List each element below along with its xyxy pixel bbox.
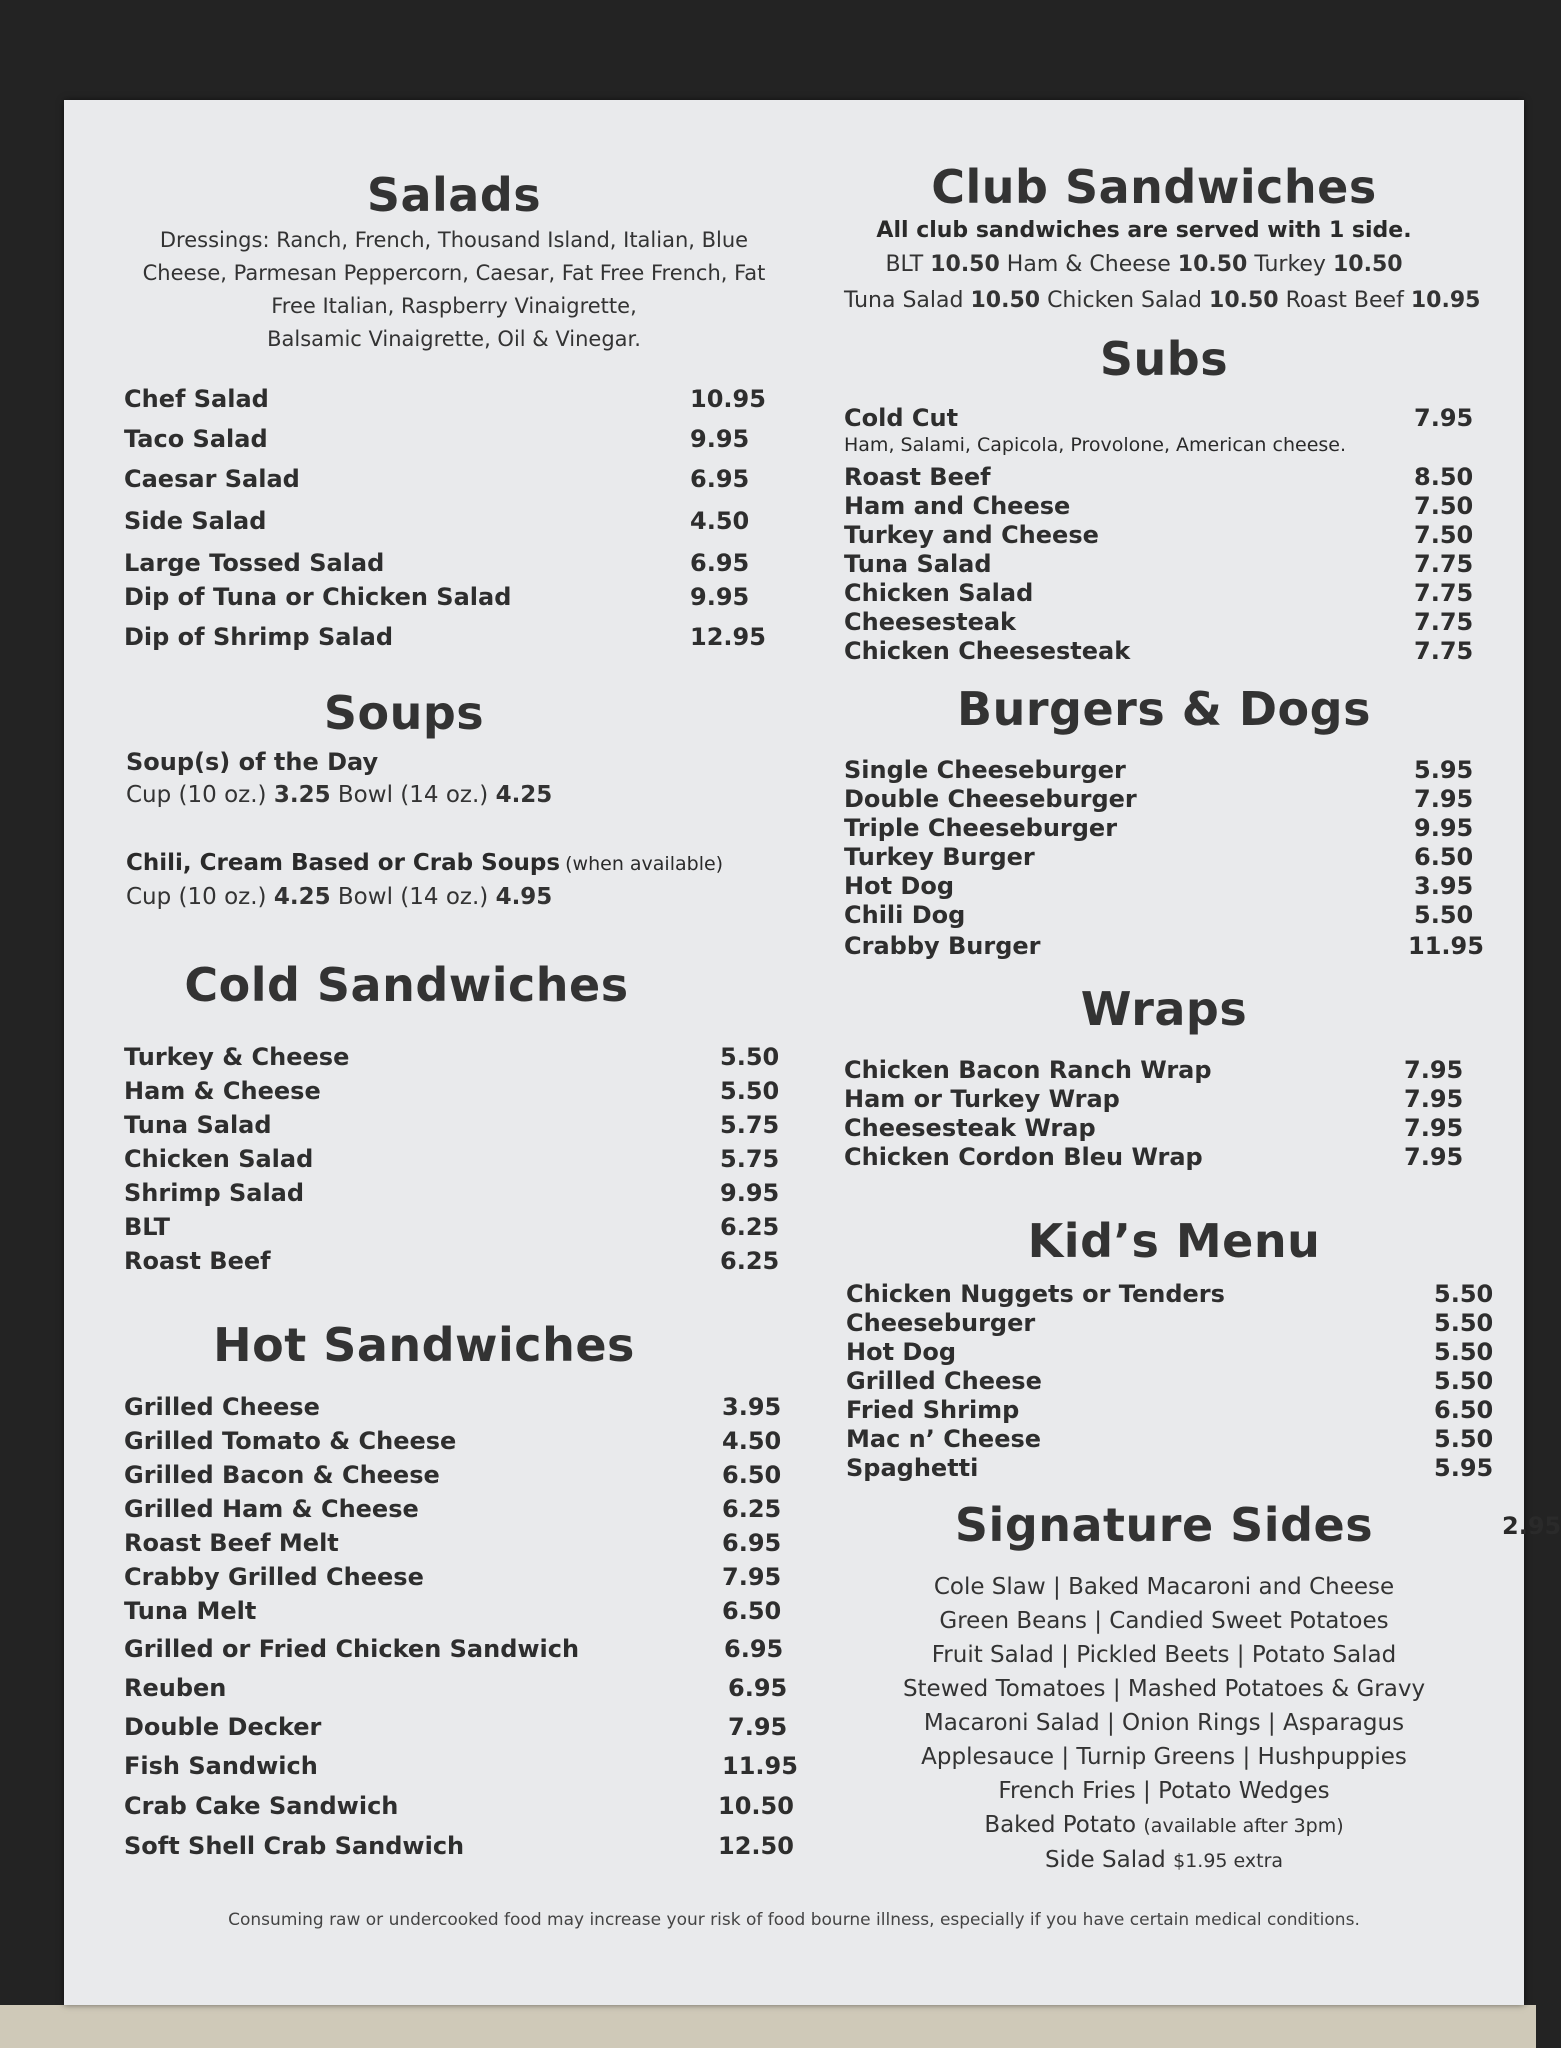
list-item — [846, 1454, 1506, 1483]
list-item — [124, 1213, 784, 1247]
item-price: 6.95 — [690, 465, 750, 493]
list-item — [844, 1085, 1484, 1114]
item-price: 7.75 — [1414, 550, 1474, 578]
item-price: 5.95 — [1434, 1454, 1494, 1482]
cold-sandwiches-list — [124, 1043, 784, 1281]
soup-of-day-prices — [126, 782, 826, 850]
list-item — [124, 1393, 824, 1427]
item-name: Tuna Salad — [844, 288, 964, 313]
item-price: 8.50 — [1414, 463, 1474, 491]
dressings-line: Balsamic Vinaigrette, Oil & Vinegar. — [267, 327, 641, 351]
item-name: Large Tossed Salad — [124, 549, 385, 577]
list-item — [844, 785, 1484, 814]
item-price: 5.50 — [1434, 1425, 1494, 1453]
item-name: Taco Salad — [124, 425, 268, 453]
item-price: 5.50 — [720, 1043, 780, 1071]
item-name: Roast Beef — [1285, 288, 1404, 313]
dressings-line: Cheese, Parmesan Peppercorn, Caesar, Fat Free French, Fat — [142, 261, 766, 285]
item-price: 7.95 — [722, 1563, 782, 1591]
list-item — [844, 404, 1484, 434]
item-name: Reuben — [124, 1674, 227, 1702]
item-price: 9.95 — [720, 1179, 780, 1207]
list-item — [844, 579, 1484, 608]
item-price: 6.95 — [724, 1635, 784, 1663]
item-name: Cheeseburger — [846, 1309, 1036, 1337]
item-price: 6.25 — [720, 1247, 780, 1275]
item-price: 6.25 — [722, 1495, 782, 1523]
item-name: Grilled Cheese — [124, 1393, 320, 1421]
special-soups-name: Chili, Cream Based or Crab Soups — [126, 850, 561, 876]
club-sandwiches-title: Club Sandwiches — [931, 160, 1377, 214]
item-name: Chicken Bacon Ranch Wrap — [844, 1056, 1212, 1084]
item-price: 4.50 — [722, 1427, 782, 1455]
item-price: 10.95 — [1410, 288, 1481, 313]
item-name: Ham & Cheese — [1006, 252, 1171, 277]
item-price: 7.95 — [1404, 1085, 1464, 1113]
item-name: Chef Salad — [124, 385, 269, 413]
item-name: Ham or Turkey Wrap — [844, 1085, 1120, 1113]
item-name: Ham and Cheese — [844, 492, 1071, 520]
item-price: 5.50 — [1414, 901, 1474, 929]
dressings-line: Dressings: Ranch, French, Thousand Island, Italian, Blue — [159, 228, 749, 252]
list-item — [844, 901, 1484, 932]
list-item — [844, 932, 1484, 963]
list-item — [846, 1280, 1506, 1309]
list-item — [124, 549, 784, 583]
list-item — [124, 583, 784, 623]
item-price: 10.50 — [1332, 252, 1403, 277]
club-sandwiches-row — [844, 288, 1484, 313]
bowl-price: 4.25 — [495, 782, 553, 808]
list-item — [124, 1077, 784, 1111]
item-price: 10.50 — [1209, 288, 1279, 313]
list-item — [124, 1713, 824, 1752]
item-name: Hot Dog — [844, 872, 954, 900]
item-name: Double Decker — [124, 1713, 322, 1741]
item-name: Chicken Nuggets or Tenders — [846, 1280, 1225, 1308]
sides-line: Stewed Tomatoes | Mashed Potatoes & Gravy — [902, 1676, 1426, 1702]
menu-page — [64, 100, 1561, 2005]
item-name: Chicken Salad — [844, 579, 1034, 607]
signature-sides-price: 2.95 — [1502, 1512, 1561, 1540]
list-item — [844, 814, 1484, 843]
item-name: Roast Beef — [844, 463, 991, 491]
list-item — [124, 1247, 784, 1281]
item-price: 9.95 — [690, 425, 750, 453]
baked-potato-line — [844, 1808, 1484, 1843]
item-price: 7.95 — [1404, 1143, 1464, 1171]
list-item — [844, 1143, 1484, 1172]
item-price: 11.95 — [1408, 932, 1484, 960]
list-item — [124, 1752, 824, 1792]
item-name: Chicken Salad — [124, 1145, 314, 1173]
cup-size: Cup (10 oz.) — [126, 782, 267, 808]
item-price: 5.95 — [1414, 756, 1474, 784]
item-price: 5.50 — [1434, 1338, 1494, 1366]
item-name: Mac n’ Cheese — [846, 1425, 1042, 1453]
item-price: 7.75 — [1414, 579, 1474, 607]
item-price: 7.95 — [1404, 1114, 1464, 1142]
item-price: 3.95 — [1414, 872, 1474, 900]
item-name: Side Salad — [124, 507, 267, 535]
list-item — [124, 1563, 824, 1597]
item-name: Cheesesteak — [844, 608, 1017, 636]
item-name: Single Cheeseburger — [844, 756, 1126, 784]
list-item — [844, 1114, 1484, 1143]
item-name: Turkey & Cheese — [124, 1043, 350, 1071]
sides-line: Green Beans | Candied Sweet Potatoes — [939, 1608, 1389, 1634]
list-item — [124, 1461, 824, 1495]
item-price: 6.95 — [728, 1674, 788, 1702]
list-item — [846, 1338, 1506, 1367]
item-price: 7.75 — [1414, 608, 1474, 636]
bowl-size: Bowl (14 oz.) — [337, 782, 489, 808]
burgers-list — [844, 756, 1484, 963]
item-price: 6.25 — [720, 1213, 780, 1241]
signature-sides-list — [844, 1570, 1484, 1878]
item-price: 5.50 — [1434, 1367, 1494, 1395]
item-price: 7.95 — [1404, 1056, 1464, 1084]
item-name: Dip of Tuna or Chicken Salad — [124, 583, 512, 611]
bowl-price: 4.95 — [495, 884, 553, 910]
item-name: Cheesesteak Wrap — [844, 1114, 1096, 1142]
hot-sandwiches-list — [124, 1393, 824, 1872]
item-price: 6.95 — [722, 1529, 782, 1557]
item-name: Soft Shell Crab Sandwich — [124, 1832, 465, 1860]
item-price: 6.50 — [722, 1597, 782, 1625]
soup-of-day-title: Soup(s) of the Day — [126, 748, 379, 776]
list-item — [844, 608, 1484, 637]
dressings-line: Free Italian, Raspberry Vinaigrette, — [271, 294, 637, 318]
list-item — [844, 1056, 1484, 1085]
item-name: Tuna Salad — [844, 550, 992, 578]
item-price: 7.75 — [1414, 637, 1474, 665]
item-name: Turkey — [1254, 252, 1326, 277]
item-name: Grilled Tomato & Cheese — [124, 1427, 457, 1455]
item-name: Grilled Ham & Cheese — [124, 1495, 419, 1523]
sides-line: Macaroni Salad | Onion Rings | Asparagus — [923, 1710, 1405, 1736]
list-item — [844, 550, 1484, 579]
item-price: 5.50 — [1434, 1280, 1494, 1308]
item-price: 6.95 — [690, 549, 750, 577]
list-item — [124, 1495, 824, 1529]
item-name: Turkey and Cheese — [844, 521, 1099, 549]
cold-sandwiches-title: Cold Sandwiches — [184, 958, 629, 1012]
item-name: Crabby Grilled Cheese — [124, 1563, 424, 1591]
subs-title: Subs — [1099, 332, 1229, 386]
side-salad: Side Salad — [1044, 1847, 1166, 1873]
item-name: Crab Cake Sandwich — [124, 1792, 399, 1820]
item-price: 7.95 — [728, 1713, 788, 1741]
cup-size: Cup (10 oz.) — [126, 884, 267, 910]
sides-line: Applesauce | Turnip Greens | Hushpuppies — [921, 1744, 1407, 1770]
list-item — [124, 1043, 784, 1077]
wraps-list — [844, 1056, 1484, 1172]
list-item — [844, 843, 1484, 872]
item-name: Turkey Burger — [844, 843, 1035, 871]
item-name: Chicken Cheesesteak — [844, 637, 1131, 665]
sides-line: Fruit Salad | Pickled Beets | Potato Salad — [931, 1642, 1397, 1668]
item-price: 3.95 — [722, 1393, 782, 1421]
item-price: 10.50 — [1177, 252, 1248, 277]
list-item — [846, 1367, 1506, 1396]
dressings-list — [124, 224, 784, 356]
baked-potato-note: (available after 3pm) — [1143, 1815, 1344, 1837]
item-name: Grilled or Fried Chicken Sandwich — [124, 1635, 580, 1663]
list-item — [124, 465, 784, 507]
list-item — [124, 1529, 824, 1563]
list-item — [124, 1427, 824, 1461]
item-name: Spaghetti — [846, 1454, 979, 1482]
soups-section — [126, 748, 826, 910]
list-item — [124, 507, 784, 549]
item-price: 10.95 — [690, 385, 766, 413]
signature-sides-title: Signature Sides — [954, 1498, 1374, 1552]
cold-cut-description: Ham, Salami, Capicola, Provolone, American cheese. — [844, 434, 1347, 456]
item-price: 6.50 — [1414, 843, 1474, 871]
item-name: BLT — [124, 1213, 170, 1241]
item-price: 7.95 — [1414, 785, 1474, 813]
list-item — [124, 1597, 824, 1635]
burgers-dogs-title: Burgers & Dogs — [957, 682, 1371, 736]
item-name: Double Cheeseburger — [844, 785, 1137, 813]
special-soups-prices — [126, 884, 826, 910]
soups-title: Soups — [323, 686, 485, 740]
special-soups-title — [126, 850, 826, 884]
item-price: 7.95 — [1414, 404, 1474, 432]
item-price: 10.50 — [718, 1792, 794, 1820]
item-name: Grilled Cheese — [846, 1367, 1042, 1395]
item-price: 5.50 — [1434, 1309, 1494, 1337]
side-salad-note: $1.95 extra — [1173, 1850, 1284, 1872]
floor-background — [0, 2005, 1536, 2048]
list-item — [124, 623, 784, 659]
wraps-title: Wraps — [1080, 982, 1248, 1036]
item-name: Tuna Salad — [124, 1111, 272, 1139]
item-name: Fried Shrimp — [846, 1396, 1020, 1424]
list-item — [124, 1179, 784, 1213]
list-item — [844, 521, 1484, 550]
list-item — [846, 1309, 1506, 1338]
special-soups-note: (when available) — [565, 853, 724, 875]
item-price: 11.95 — [722, 1752, 798, 1780]
food-safety-disclaimer: Consuming raw or undercooked food may increase your risk of food bourne illness, especially if you have certain medical conditions. — [228, 1910, 1360, 1930]
item-name: Shrimp Salad — [124, 1179, 305, 1207]
item-name: Triple Cheeseburger — [844, 814, 1118, 842]
item-name: Chicken Salad — [1047, 288, 1203, 313]
list-item — [846, 1425, 1506, 1454]
item-name: Dip of Shrimp Salad — [124, 623, 394, 651]
item-name: BLT — [885, 252, 924, 277]
list-item — [844, 463, 1484, 492]
item-price: 9.95 — [690, 583, 750, 611]
subs-list — [844, 404, 1484, 666]
bowl-size: Bowl (14 oz.) — [337, 884, 489, 910]
list-item — [124, 385, 784, 425]
list-item — [844, 756, 1484, 785]
item-name: Roast Beef Melt — [124, 1529, 339, 1557]
item-price: 5.75 — [720, 1145, 780, 1173]
item-price: 6.50 — [722, 1461, 782, 1489]
item-price: 10.50 — [930, 252, 1000, 277]
salads-title: Salads — [366, 168, 542, 222]
list-item — [124, 1111, 784, 1145]
item-price: 5.75 — [720, 1111, 780, 1139]
cup-price: 3.25 — [273, 782, 331, 808]
item-price: 7.50 — [1414, 492, 1474, 520]
list-item — [124, 1832, 824, 1872]
item-name: Fish Sandwich — [124, 1752, 318, 1780]
item-price: 10.50 — [970, 288, 1041, 313]
baked-potato: Baked Potato — [984, 1812, 1137, 1838]
item-price: 12.95 — [690, 623, 766, 651]
item-price: 5.50 — [720, 1077, 780, 1105]
club-sandwiches-note: All club sandwiches are served with 1 side. — [876, 218, 1412, 243]
kids-menu-title: Kid’s Menu — [1027, 1214, 1321, 1268]
side-salad-line — [844, 1843, 1484, 1878]
list-item — [124, 1145, 784, 1179]
item-price: 6.50 — [1434, 1396, 1494, 1424]
kids-list — [846, 1280, 1506, 1483]
list-item — [844, 872, 1484, 901]
hot-sandwiches-title: Hot Sandwiches — [213, 1318, 635, 1372]
list-item — [124, 1674, 824, 1713]
list-item — [124, 1792, 824, 1832]
list-item — [844, 492, 1484, 521]
list-item — [846, 1396, 1506, 1425]
club-sandwiches-row — [844, 252, 1444, 277]
item-name: Crabby Burger — [844, 932, 1041, 960]
item-name: Chili Dog — [844, 901, 966, 929]
list-item — [844, 637, 1484, 666]
item-name: Grilled Bacon & Cheese — [124, 1461, 440, 1489]
item-name: Hot Dog — [846, 1338, 956, 1366]
cup-price: 4.25 — [273, 884, 331, 910]
item-name: Caesar Salad — [124, 465, 300, 493]
list-item — [124, 1635, 824, 1674]
item-price: 12.50 — [718, 1832, 794, 1860]
item-name: Roast Beef — [124, 1247, 271, 1275]
item-name: Ham & Cheese — [124, 1077, 321, 1105]
item-name: Tuna Melt — [124, 1597, 257, 1625]
item-price: 4.50 — [690, 507, 750, 535]
sides-line: Cole Slaw | Baked Macaroni and Cheese — [933, 1574, 1395, 1600]
sides-line: French Fries | Potato Wedges — [998, 1778, 1330, 1804]
item-name: Cold Cut — [844, 404, 959, 432]
item-name: Chicken Cordon Bleu Wrap — [844, 1143, 1203, 1171]
list-item — [124, 425, 784, 465]
item-price: 9.95 — [1414, 814, 1474, 842]
salads-list — [124, 385, 784, 659]
item-price: 7.50 — [1414, 521, 1474, 549]
